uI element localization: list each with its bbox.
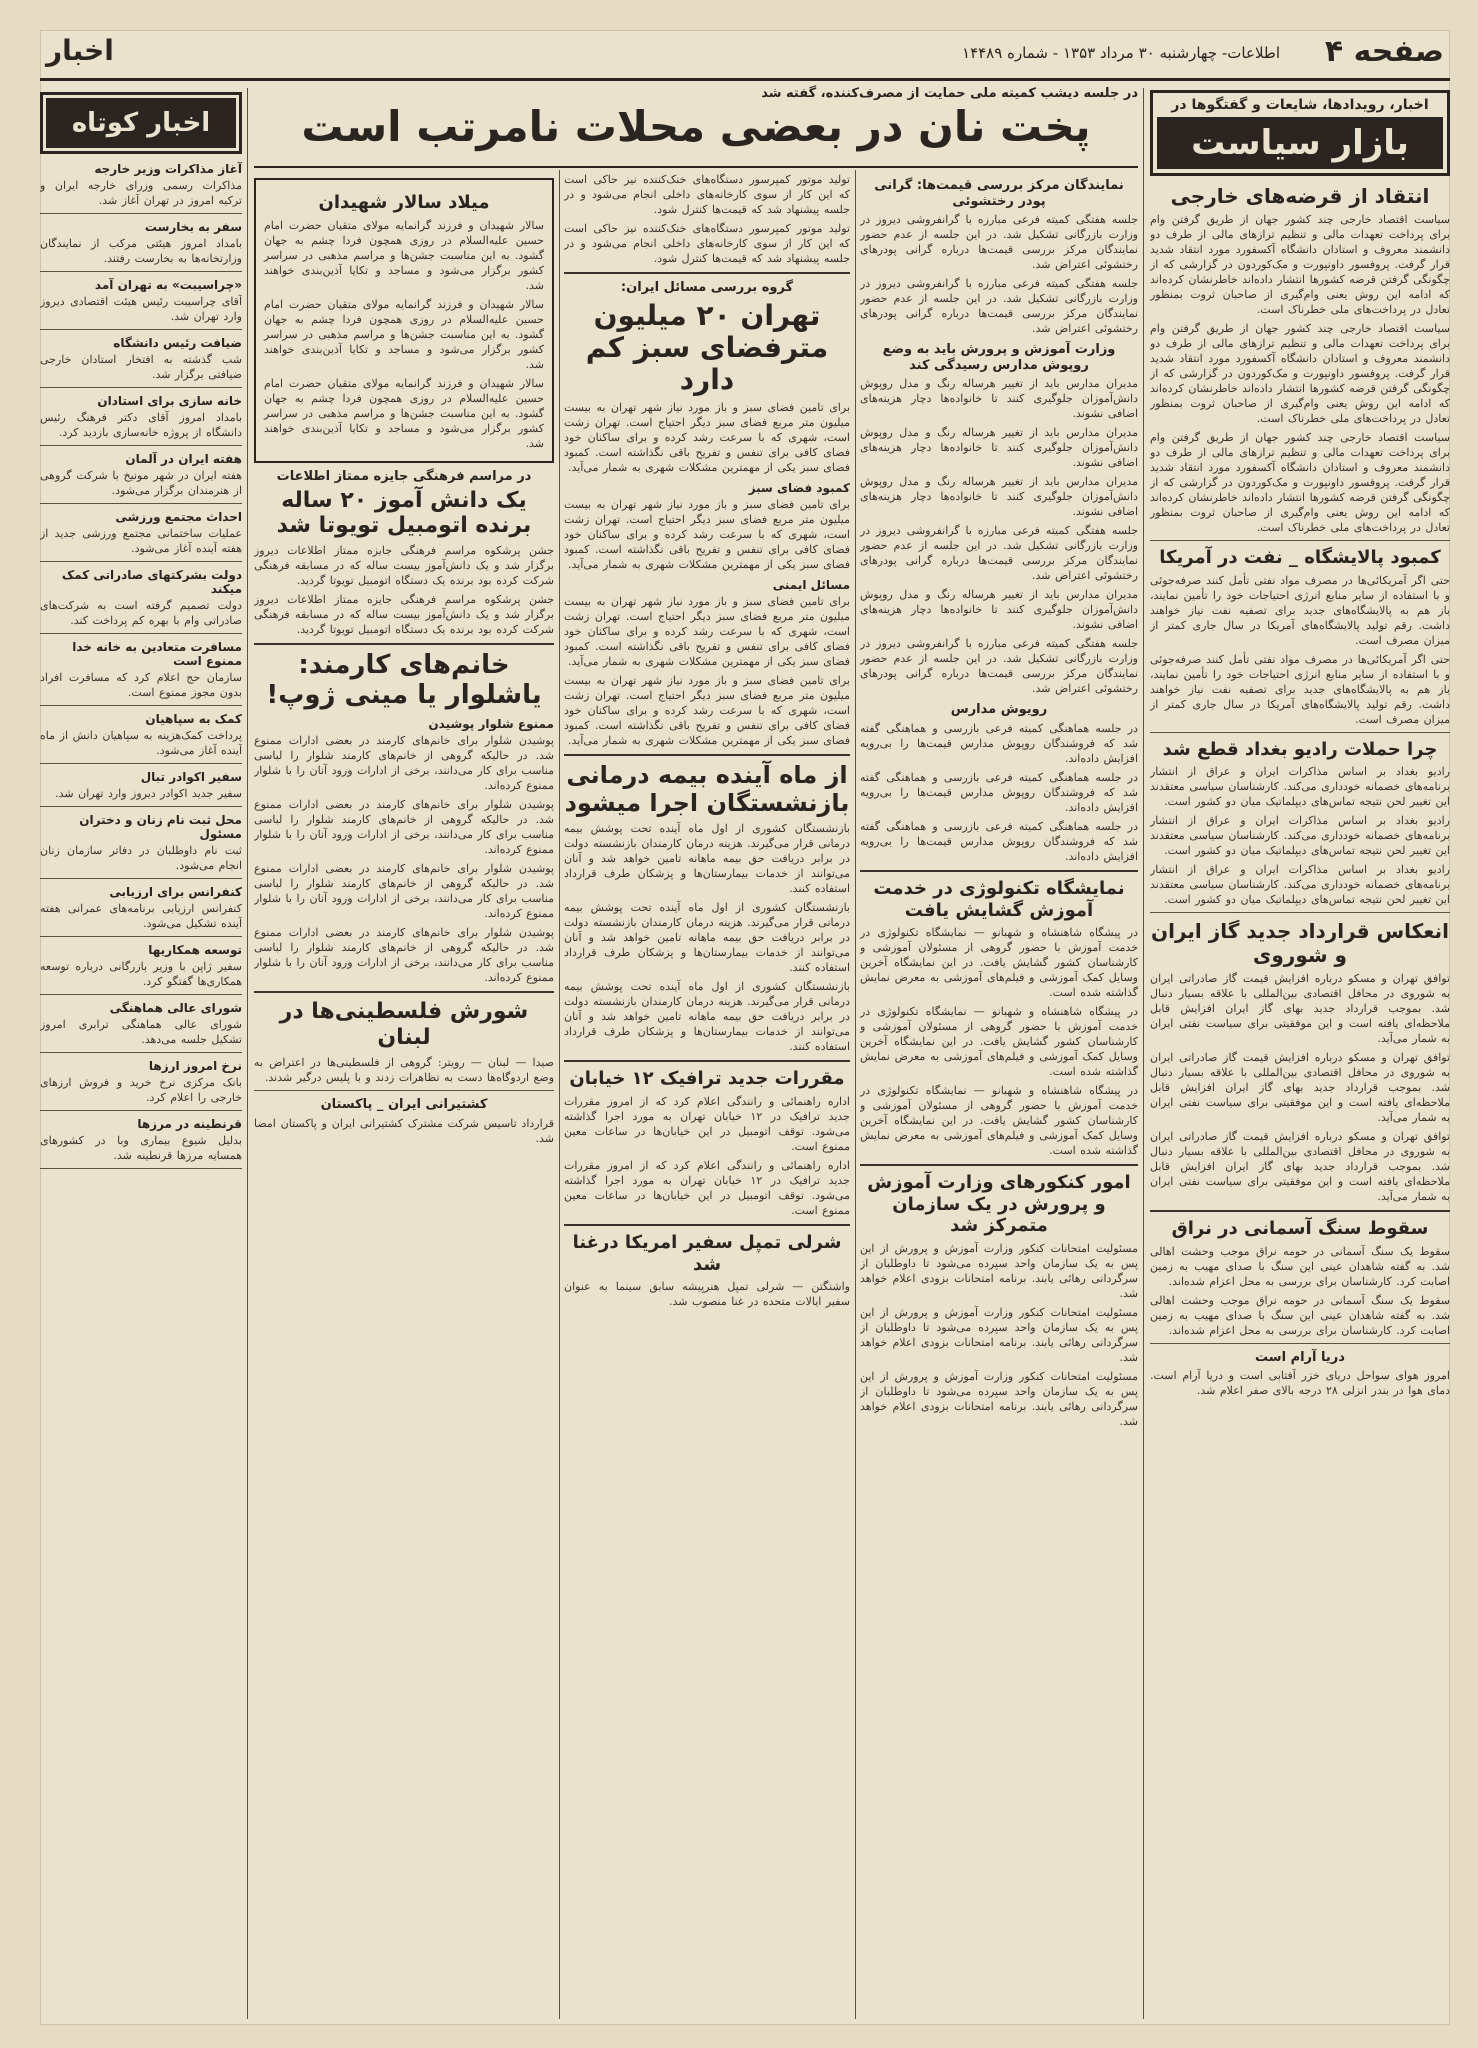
brief-body: شب گذشته به افتخار استادان خارجی ضیافتی برگزار شد. (40, 353, 242, 381)
brief-title: آغاز مذاکرات وزیر خارجه (94, 162, 242, 176)
article-body: قرارداد تاسیس شرکت مشترک کشتیرانی ایران و پاکستان امضا شد. (254, 1116, 554, 1145)
divider (564, 754, 850, 756)
article-body: برای تامین فضای سبز و باز مورد نیاز شهر تهران به بیست میلیون متر مربع فضای سبز دیگر احتیاج است. تهران زشت است، شهری که با سرعت رشد کرده و برای ساکنان خود فضای کافی برای تنفس و تفریح باقی نگذاشته است. کمبود فضای سبز یکی از مهمترین مشکلات شهری به شمار می‌آید. (564, 401, 850, 475)
divider (254, 643, 554, 645)
article-body: مدیران مدارس باید از تغییر هرساله رنگ و مدل روپوش دانش‌آموزان جلوگیری کنند تا خانواده‌ها دچار هزینه‌های اضافی نشوند. (860, 475, 1138, 519)
article-body: سقوط یک سنگ آسمانی در حومه نراق موجب وحشت اهالی شد. به گفته شاهدان عینی این سنگ با صدای مهیب به زمین اصابت کرد. کارشناسان برای بررسی به محل اعزام شده‌اند. (1150, 1244, 1450, 1288)
article-body: رادیو بغداد بر اساس مذاکرات ایران و عراق از انتشار برنامه‌های خصمانه خودداری می‌کند. کارشناسان سیاسی معتقدند این تغییر لحن نتیجه تماس‌های دیپلماتیک میان دو کشور است. (1150, 814, 1450, 858)
column-rule (855, 170, 856, 2019)
article-body: برای تامین فضای سبز و باز مورد نیاز شهر تهران به بیست میلیون متر مربع فضای سبز دیگر احتیاج است. تهران زشت است، شهری که با سرعت رشد کرده و برای ساکنان خود فضای کافی برای تنفس و تفریح باقی نگذاشته است. کمبود فضای سبز یکی از مهمترین مشکلات شهری به شمار می‌آید. (564, 595, 850, 669)
article-body: سیاست اقتصاد خارجی چند کشور جهان از طریق گرفتن وام برای پرداخت تعهدات مالی و تنظیم ترازهای مالی از طرف دو دانشمند معروف و استادان دانشگاه آکسفورد مورد انتقاد شدید قرار گرفت. پروفسور داونپورت و مک‌کوردون در گزارشی که از چگونگی گرفتن قرضه کشورها انتشار داده‌اند خاطرنشان کرده‌اند که ادامه این روش یعنی وام‌گیری از صاحبان ثروت بمنظور تعادل در پرداخت‌های ملی خطرناک است. (1150, 322, 1450, 425)
article-body: برای تامین فضای سبز و باز مورد نیاز شهر تهران به بیست میلیون متر مربع فضای سبز دیگر احتیاج است. تهران زشت است، شهری که با سرعت رشد کرده و برای ساکنان خود فضای کافی برای تنفس و تفریح باقی نگذاشته است. کمبود فضای سبز یکی از مهمترین مشکلات شهری به شمار می‌آید. (564, 498, 850, 572)
article-body: تولید موتور کمپرسور دستگاه‌های خنک‌کننده نیز حاکی است که این کار از سوی کارخانه‌های داخلی انجام می‌شود و در جلسه پیشنهاد شد که قیمت‌ها کنترل شود. (564, 173, 850, 216)
column-short-news (40, 88, 242, 2019)
brief-body: دولت تصمیم گرفته است به شرکت‌های صادراتی وام با بهره کم پرداخت کند. (40, 599, 242, 627)
page-number: صفحه ۴ (1324, 34, 1444, 69)
brief-title: محل ثبت نام زنان و دختران مسئول (79, 813, 242, 841)
brief-title: ضیافت رئیس دانشگاه (113, 336, 242, 350)
brief-body: شورای عالی هماهنگی ترابری امروز تشکیل جلسه می‌دهد. (40, 1018, 242, 1046)
brief-title: قرنطینه در مرزها (137, 1117, 242, 1131)
article-body: در پیشگاه شاهنشاه و شهبانو — نمایشگاه تکنولوژی در خدمت آموزش با حضور گروهی از مسئولان آموزشی و کارشناسان کشور گشایش یافت. در این نمایشگاه آخرین وسایل کمک آموزشی و فیلم‌های آموزشی به معرض نمایش گذاشته شده است. (860, 926, 1138, 1000)
article-body: مدیران مدارس باید از تغییر هرساله رنگ و مدل روپوش دانش‌آموزان جلوگیری کنند تا خانواده‌ها دچار هزینه‌های اضافی نشوند. (860, 588, 1138, 632)
article-body: پوشیدن شلوار برای خانم‌های کارمند در بعضی ادارات ممنوع شد. در حالیکه گروهی از خانم‌های کارمند شلوار را لباسی مناسب برای کار می‌دانند، برخی از ادارات ورود آنان را با شلوار ممنوع کرده‌اند. (254, 733, 554, 792)
article-body: جلسه هفتگی کمیته فرعی مبارزه با گرانفروشی دیروز در وزارت بازرگانی تشکیل شد. در این جلسه از عدم حضور نمایندگان مرکز بررسی قیمت‌ها درباره گرانی پودرهای رختشوئی اعتراض شد. (860, 213, 1138, 272)
article-body: توافق تهران و مسکو درباره افزایش قیمت گاز صادراتی ایران به شوروی در محافل اقتصادی بین‌المللی با علاقه بسیار دنبال شد. بموجب قرارداد جدید بهای گاز ایران افزایش قابل ملاحظه‌ای یافته است و این موفقیتی برای سیاست نفتی ایران به شمار می‌آید. (1150, 1051, 1450, 1125)
article-body: برای تامین فضای سبز و باز مورد نیاز شهر تهران به بیست میلیون متر مربع فضای سبز دیگر احتیاج است. تهران زشت است، شهری که با سرعت رشد کرده و برای ساکنان خود فضای کافی برای تنفس و تفریح باقی نگذاشته است. کمبود فضای سبز یکی از مهمترین مشکلات شهری به شمار می‌آید. (564, 674, 850, 748)
divider (1150, 1343, 1450, 1344)
brief-title: مسافرت متعادین به خانه خدا ممنوع است (72, 640, 242, 668)
article-body: در جلسه هماهنگی کمیته فرعی بازرسی و هماهنگی گفته شد که فروشندگان روپوش مدارس قیمت‌ها را بی‌رویه افزایش داده‌اند. (860, 819, 1138, 863)
divider (40, 1168, 242, 1169)
article-body: رادیو بغداد بر اساس مذاکرات ایران و عراق از انتشار برنامه‌های خصمانه خودداری می‌کند. کارشناسان سیاسی معتقدند این تغییر لحن نتیجه تماس‌های دیپلماتیک میان دو کشور است. (1150, 765, 1450, 809)
divider (1150, 732, 1450, 733)
brief-body: آقای چراسیبت رئیس هیئت اقتصادی دیروز وارد تهران شد. (40, 295, 242, 323)
column-political-bazaar (1150, 88, 1450, 2019)
brief-title: کنفرانس برای ارزیابی (109, 885, 242, 899)
article-body: جلسه هفتگی کمیته فرعی مبارزه با گرانفروشی دیروز در وزارت بازرگانی تشکیل شد. در این جلسه از عدم حضور نمایندگان مرکز بررسی قیمت‌ها درباره گرانی پودرهای رختشوئی اعتراض شد. (860, 277, 1138, 336)
article-title: انتقاد از قرضه‌های خارجی (1170, 184, 1430, 208)
brief-title: کمک به سپاهیان (145, 712, 242, 726)
brief-body: بدلیل شیوع بیماری وبا در کشورهای همسایه مرزها قرنطینه شد. (40, 1134, 242, 1162)
brief-body: پرداخت کمک‌هزینه به سپاهیان دانش از ماه آینده آغاز می‌شود. (40, 729, 242, 757)
article-body: توافق تهران و مسکو درباره افزایش قیمت گاز صادراتی ایران به شوروی در محافل اقتصادی بین‌المللی با علاقه بسیار دنبال شد. بموجب قرارداد جدید بهای گاز ایران افزایش قابل ملاحظه‌ای یافته است و این موفقیتی برای سیاست نفتی ایران به شمار می‌آید. (1150, 972, 1450, 1046)
brief-body: سفیر جدید اکوادر دیروز وارد تهران شد. (55, 787, 242, 800)
brief-title: سفیر اکوادر تبال (140, 770, 242, 784)
divider (40, 994, 242, 995)
article-body: سالار شهیدان و فرزند گرانمایه مولای متقیان حضرت امام حسین علیه‌السلام در روزی همچون فردا چشم به جهان گشود. به این مناسبت جشن‌ها و مراسم مذهبی در سراسر کشور برگزار می‌شود و مساجد و تکایا آذین‌بندی خواهند شد. (264, 376, 544, 450)
divider (40, 445, 242, 446)
brief-title: نرخ امروز ارزها (148, 1059, 242, 1073)
article-body: پوشیدن شلوار برای خانم‌های کارمند در بعضی ادارات ممنوع شد. در حالیکه گروهی از خانم‌های کارمند شلوار را لباسی مناسب برای کار می‌دانند، برخی از ادارات ورود آنان را با شلوار ممنوع کرده‌اند. (254, 797, 554, 856)
headline-kicker: در جلسه دیشب کمیته ملی حمایت از مصرف‌کننده، گفته شد (761, 86, 1138, 101)
brief-body: بامداد امروز هیئتی مرکب از نمایندگان وزارتخانه‌ها به بخارست رفتند. (40, 237, 242, 265)
main-headline (254, 82, 1138, 168)
brief-body: هفته ایران در شهر مونیخ با شرکت گروهی از هنرمندان برگزار می‌شود. (40, 469, 242, 497)
brief-body: عملیات ساختمانی مجتمع ورزشی جدید از هفته آینده آغاز می‌شود. (40, 527, 242, 555)
article-body: واشنگتن — شرلی تمپل هنرپیشه سابق سینما به عنوان سفیر ایالات متحده در غنا منصوب شد. (564, 1280, 850, 1309)
article-title: امور کنکورهای وزارت آموزش و پرورش در یک سازمان متمرکز شد (867, 1172, 1131, 1237)
article-body: سقوط یک سنگ آسمانی در حومه نراق موجب وحشت اهالی شد. به گفته شاهدان عینی این سنگ با صدای مهیب به زمین اصابت کرد. کارشناسان برای بررسی به محل اعزام شده‌اند. (1150, 1293, 1450, 1337)
brief-title: شورای عالی هماهنگی (109, 1001, 242, 1015)
section-logo: اخبار (46, 34, 114, 67)
divider (40, 503, 242, 504)
article-body: مدیران مدارس باید از تغییر هرساله رنگ و مدل روپوش دانش‌آموزان جلوگیری کنند تا خانواده‌ها دچار هزینه‌های اضافی نشوند. (860, 377, 1138, 421)
divider (40, 763, 242, 764)
divider (564, 272, 850, 274)
article-title: انعکاس قرارداد جدید گاز ایران و شوروی (1151, 919, 1449, 968)
column-rule (559, 170, 560, 2019)
column-tehran-survey (564, 172, 850, 2019)
column-culture (254, 172, 554, 2019)
article-body: بازنشستگان کشوری از اول ماه آینده تحت پوشش بیمه درمانی قرار می‌گیرند. هزینه درمان کارمندان بازنشسته دولت در برابر دریافت حق بیمه ماهانه تامین خواهد شد و آنان می‌توانند از خدمات بیمارستان‌ها و پزشکان طرف قرارداد استفاده کنند. (564, 901, 850, 975)
column-consumer-news (860, 172, 1138, 2019)
column-rule (1143, 88, 1144, 2019)
article-title: میلاد سالار شهیدان (318, 192, 490, 213)
newspaper-page (40, 30, 1450, 2025)
divider (40, 329, 242, 330)
brief-body: سازمان حج اعلام کرد که مسافرت افراد بدون مجوز ممنوع است. (40, 671, 242, 699)
article-body: جشن پرشکوه مراسم فرهنگی جایزه ممتاز اطلاعات دیروز برگزار شد و یک دانش‌آموز بیست ساله که در مسابقه فرهنگی شرکت کرده بود برنده یک دستگاه اتومبیل تویوتا گردید. (254, 592, 554, 636)
article-body: مسئولیت امتحانات کنکور وزارت آموزش و پرورش از این پس به یک سازمان واحد سپرده می‌شود تا داوطلبان از سرگردانی رهائی یابند. برنامه امتحانات بزودی اعلام خواهد شد. (860, 1241, 1138, 1300)
article-body: بازنشستگان کشوری از اول ماه آینده تحت پوشش بیمه درمانی قرار می‌گیرند. هزینه درمان کارمندان بازنشسته دولت در برابر دریافت حق بیمه ماهانه تامین خواهد شد و آنان می‌توانند از خدمات بیمارستان‌ها و پزشکان طرف قرارداد استفاده کنند. (564, 980, 850, 1054)
divider (40, 806, 242, 807)
article-title: مقررات جدید ترافیک ۱۲ خیابان (569, 1068, 845, 1090)
brief-title: خانه سازی برای استادان (97, 394, 242, 408)
article-title: از ماه آینده بیمه درمانی بازنشستگان اجرا میشود (564, 761, 850, 817)
article-body: توافق تهران و مسکو درباره افزایش قیمت گاز صادراتی ایران به شوروی در محافل اقتصادی بین‌المللی با علاقه بسیار دنبال شد. بموجب قرارداد جدید بهای گاز ایران افزایش قابل ملاحظه‌ای یافته است و این موفقیتی برای سیاست نفتی ایران به شمار می‌آید. (1150, 1130, 1450, 1204)
article-body: رادیو بغداد بر اساس مذاکرات ایران و عراق از انتشار برنامه‌های خصمانه خودداری می‌کند. کارشناسان سیاسی معتقدند این تغییر لحن نتیجه تماس‌های دیپلماتیک میان دو کشور است. (1150, 863, 1450, 907)
article-body: بازنشستگان کشوری از اول ماه آینده تحت پوشش بیمه درمانی قرار می‌گیرند. هزینه درمان کارمندان بازنشسته دولت در برابر دریافت حق بیمه ماهانه تامین خواهد شد و آنان می‌توانند از خدمات بیمارستان‌ها و پزشکان طرف قرارداد استفاده کنند. (564, 822, 850, 896)
boxed-article (254, 178, 554, 463)
article-body: تولید موتور کمپرسور دستگاه‌های خنک‌کننده نیز حاکی است که این کار از سوی کارخانه‌های داخلی انجام می‌شود و در جلسه پیشنهاد شد که قیمت‌ها کنترل شود. (564, 222, 850, 265)
divider (40, 271, 242, 272)
article-body: در پیشگاه شاهنشاه و شهبانو — نمایشگاه تکنولوژی در خدمت آموزش با حضور گروهی از مسئولان آموزشی و کارشناسان کشور گشایش یافت. در این نمایشگاه آخرین وسایل کمک آموزشی و فیلم‌های آموزشی به معرض نمایش گذاشته شده است. (860, 1005, 1138, 1079)
divider (40, 878, 242, 879)
survey-kicker: گروه بررسی مسائل ایران: (620, 280, 794, 295)
subheading: کمبود فضای سبز (748, 481, 850, 496)
brief-title: سفر به بخارست (144, 220, 242, 234)
brief-body: بامداد امروز آقای دکتر فرهنگ رئیس دانشگاه از پروژه خانه‌سازی بازدید کرد. (40, 411, 242, 439)
brief-title: توسعه همکاریها (148, 943, 242, 957)
headline-title: پخت نان در بعضی محلات نامرتب است (301, 102, 1091, 151)
divider (254, 991, 554, 993)
article-body: حتی اگر آمریکائی‌ها در مصرف مواد نفتی تأمل کنند صرفه‌جوئی و با استفاده از سایر منابع انرژی احتیاجات خود را تأمین نمایند، باز هم به پالایشگاه‌های جدید برای تصفیه نفت نیاز خواهند داشت. رقم تولید پالایشگاه‌های آمریکا در سال جاری کمتر از میزان مصرف است. (1150, 573, 1450, 647)
banner-title: بازار سیاست (1157, 117, 1443, 169)
divider (40, 387, 242, 388)
article-title: شرلی تمپل سفیر امریکا درغنا شد (572, 1231, 842, 1275)
brief-list (40, 162, 242, 1169)
article-body: جشن پرشکوه مراسم فرهنگی جایزه ممتاز اطلاعات دیروز برگزار شد و یک دانش‌آموز بیست ساله که در مسابقه فرهنگی شرکت کرده بود برنده یک دستگاه اتومبیل تویوتا گردید. (254, 543, 554, 587)
divider (40, 561, 242, 562)
brief-title: «چراسیبت» به تهران آمد (94, 278, 242, 292)
brief-body: مذاکرات رسمی وزرای خارجه ایران و ترکیه امروز در تهران آغاز شد. (40, 179, 242, 207)
article-body: در جلسه هماهنگی کمیته فرعی بازرسی و هماهنگی گفته شد که فروشندگان روپوش مدارس قیمت‌ها را بی‌رویه افزایش داده‌اند. (860, 770, 1138, 814)
article-title: وزارت آموزش و پرورش باید به وضع روپوش مدارس رسیدگی کند (882, 342, 1116, 373)
article-title: سقوط سنگ آسمانی در نراق (1171, 1218, 1429, 1240)
article-title: یک دانش آموز ۲۰ ساله برنده اتومبیل تویوتا شد (276, 488, 532, 539)
subheading: مسائل ایمنی (772, 578, 850, 593)
article-body: سیاست اقتصاد خارجی چند کشور جهان از طریق گرفتن وام برای پرداخت تعهدات مالی و تنظیم ترازهای مالی از طرف دو دانشمند معروف و استادان دانشگاه آکسفورد مورد انتقاد شدید قرار گرفت. پروفسور داونپورت و مک‌کوردون در گزارشی که از چگونگی گرفتن قرضه کشورها انتشار داده‌اند خاطرنشان کرده‌اند که ادامه این روش یعنی وام‌گیری از صاحبان ثروت بمنظور تعادل در پرداخت‌های ملی خطرناک است. (1150, 431, 1450, 534)
article-title: خانم‌های کارمند: یاشلوار یا مینی ژوپ! (266, 649, 542, 710)
column-rule (247, 88, 248, 2019)
divider (564, 1224, 850, 1226)
divider (254, 1090, 554, 1091)
brief-body: سفیر ژاپن با وزیر بازرگانی درباره توسعه همکاری‌ها گفتگو کرد. (40, 960, 242, 988)
divider (40, 705, 242, 706)
divider (40, 213, 242, 214)
article-title: چرا حملات رادیو بغداد قطع شد (1162, 738, 1438, 760)
divider (40, 936, 242, 937)
article-body: سیاست اقتصاد خارجی چند کشور جهان از طریق گرفتن وام برای پرداخت تعهدات مالی و تنظیم ترازهای مالی از طرف دو دانشمند معروف و استادان دانشگاه آکسفورد مورد انتقاد شدید قرار گرفت. پروفسور داونپورت و مک‌کوردون در گزارشی که از چگونگی گرفتن قرضه کشورها انتشار داده‌اند خاطرنشان کرده‌اند که ادامه این روش یعنی وام‌گیری از صاحبان ثروت بمنظور تعادل در پرداخت‌های ملی خطرناک است. (1150, 213, 1450, 316)
article-body: اداره راهنمائی و رانندگی اعلام کرد که از امروز مقررات جدید ترافیک در ۱۲ خیابان تهران به مورد اجرا گذاشته می‌شود. توقف اتومبیل در این خیابان‌ها در ساعات معین ممنوع است. (564, 1094, 850, 1153)
article-body: حتی اگر آمریکائی‌ها در مصرف مواد نفتی تأمل کنند صرفه‌جوئی و با استفاده از سایر منابع انرژی احتیاجات خود را تأمین نمایند، باز هم به پالایشگاه‌های جدید برای تصفیه نفت نیاز خواهند داشت. رقم تولید پالایشگاه‌های آمریکا در سال جاری کمتر از میزان مصرف است. (1150, 652, 1450, 726)
divider (40, 1052, 242, 1053)
article-title: شورش فلسطینی‌ها در لبنان (279, 998, 529, 1050)
article-body: پوشیدن شلوار برای خانم‌های کارمند در بعضی ادارات ممنوع شد. در حالیکه گروهی از خانم‌های کارمند شلوار را لباسی مناسب برای کار می‌دانند، برخی از ادارات ورود آنان را با شلوار ممنوع کرده‌اند. (254, 861, 554, 920)
article-body: سالار شهیدان و فرزند گرانمایه مولای متقیان حضرت امام حسین علیه‌السلام در روزی همچون فردا چشم به جهان گشود. به این مناسبت جشن‌ها و مراسم مذهبی در سراسر کشور برگزار می‌شود و مساجد و تکایا آذین‌بندی خواهند شد. (264, 297, 544, 371)
article-body: امروز هوای سواحل دریای خزر آفتابی است و دریا آرام است. دمای هوا در بندر انزلی ۲۸ درجه بالای صفر اعلام شد. (1150, 1369, 1450, 1398)
brief-body: ثبت نام داوطلبان در دفاتر سازمان زنان انجام می‌شود. (40, 844, 242, 872)
article-body: جلسه هفتگی کمیته فرعی مبارزه با گرانفروشی دیروز در وزارت بازرگانی تشکیل شد. در این جلسه از عدم حضور نمایندگان مرکز بررسی قیمت‌ها درباره گرانی پودرهای رختشوئی اعتراض شد. (860, 637, 1138, 696)
article-body: سالار شهیدان و فرزند گرانمایه مولای متقیان حضرت امام حسین علیه‌السلام در روزی همچون فردا چشم به جهان گشود. به این مناسبت جشن‌ها و مراسم مذهبی در سراسر کشور برگزار می‌شود و مساجد و تکایا آذین‌بندی خواهند شد. (264, 218, 544, 292)
divider (40, 633, 242, 634)
divider (860, 1164, 1138, 1166)
subheading: ممنوع شلوار پوشیدن (428, 716, 554, 731)
political-bazaar-banner (1150, 90, 1450, 176)
article-kicker: در مراسم فرهنگی جایزه ممتاز اطلاعات (276, 468, 532, 484)
divider (40, 1110, 242, 1111)
short-news-banner (40, 92, 242, 154)
survey-title: تهران ۲۰ میلیون مترفضای سبز کم دارد (585, 298, 829, 396)
article-body: مسئولیت امتحانات کنکور وزارت آموزش و پرورش از این پس به یک سازمان واحد سپرده می‌شود تا داوطلبان از سرگردانی رهائی یابند. برنامه امتحانات بزودی اعلام خواهد شد. (860, 1369, 1138, 1428)
article-body: مدیران مدارس باید از تغییر هرساله رنگ و مدل روپوش دانش‌آموزان جلوگیری کنند تا خانواده‌ها دچار هزینه‌های اضافی نشوند. (860, 426, 1138, 470)
article-body: در پیشگاه شاهنشاه و شهبانو — نمایشگاه تکنولوژی در خدمت آموزش با حضور گروهی از مسئولان آموزشی و کارشناسان کشور گشایش یافت. در این نمایشگاه آخرین وسایل کمک آموزشی و فیلم‌های آموزشی به معرض نمایش گذاشته شده است. (860, 1084, 1138, 1158)
article-body: در جلسه هماهنگی کمیته فرعی بازرسی و هماهنگی گفته شد که فروشندگان روپوش مدارس قیمت‌ها را بی‌رویه افزایش داده‌اند. (860, 721, 1138, 765)
banner-subtitle: اخبار، رویدادها، شایعات و گفتگوها در (1171, 97, 1429, 113)
divider (860, 870, 1138, 872)
article-title: رویوش مدارس (950, 702, 1048, 718)
brief-title: دولت بشرکتهای صادراتی کمک میکند (61, 568, 242, 596)
brief-body: بانک مرکزی نرخ خرید و فروش ارزهای خارجی را اعلام کرد. (40, 1076, 242, 1104)
article-body: پوشیدن شلوار برای خانم‌های کارمند در بعضی ادارات ممنوع شد. در حالیکه گروهی از خانم‌های کارمند شلوار را لباسی مناسب برای کار می‌دانند، برخی از ادارات ورود آنان را با شلوار ممنوع کرده‌اند. (254, 925, 554, 984)
brief-title: هفته ایران در آلمان (125, 452, 242, 466)
page-header (40, 30, 1450, 81)
article-title: کمبود پالایشگاه _ نفت در آمریکا (1159, 547, 1441, 568)
brief-body: کنفرانس ارزیابی برنامه‌های عمرانی هفته آینده تشکیل می‌شود. (40, 902, 242, 930)
article-body: اداره راهنمائی و رانندگی اعلام کرد که از امروز مقررات جدید ترافیک در ۱۲ خیابان تهران به مورد اجرا گذاشته می‌شود. توقف اتومبیل در این خیابان‌ها در ساعات معین ممنوع است. (564, 1158, 850, 1217)
short-news-title: اخبار کوتاه (46, 98, 236, 148)
article-title: نمایندگان مرکز بررسی قیمت‌ها: گرانی پودر رختشوئی (874, 178, 1124, 209)
article-body: صیدا — لبنان — رویتر: گروهی از فلسطینی‌ها در اعتراض به وضع اردوگاه‌ها دست به تظاهرات زدند و با پلیس درگیر شدند. (254, 1056, 554, 1085)
divider (1150, 540, 1450, 541)
article-title: نمایشگاه تکنولوژی در خدمت آموزش گشایش یافت (873, 877, 1125, 921)
article-title: دریا آرام است (1255, 1349, 1345, 1365)
brief-title: احداث مجتمع ورزشی (115, 510, 242, 524)
article-body: مسئولیت امتحانات کنکور وزارت آموزش و پرورش از این پس به یک سازمان واحد سپرده می‌شود تا داوطلبان از سرگردانی رهائی یابند. برنامه امتحانات بزودی اعلام خواهد شد. (860, 1305, 1138, 1364)
article-title: کشتیرانی ایران _ پاکستان (320, 1097, 488, 1113)
divider (1150, 1210, 1450, 1212)
divider (1150, 912, 1450, 913)
article-body: جلسه هفتگی کمیته فرعی مبارزه با گرانفروشی دیروز در وزارت بازرگانی تشکیل شد. در این جلسه از عدم حضور نمایندگان مرکز بررسی قیمت‌ها درباره گرانی پودرهای رختشوئی اعتراض شد. (860, 524, 1138, 583)
issue-info: اطلاعات- چهارشنبه ۳۰ مرداد ۱۳۵۳ - شماره ۱۴۴۸۹ (962, 44, 1280, 62)
divider (564, 1060, 850, 1062)
